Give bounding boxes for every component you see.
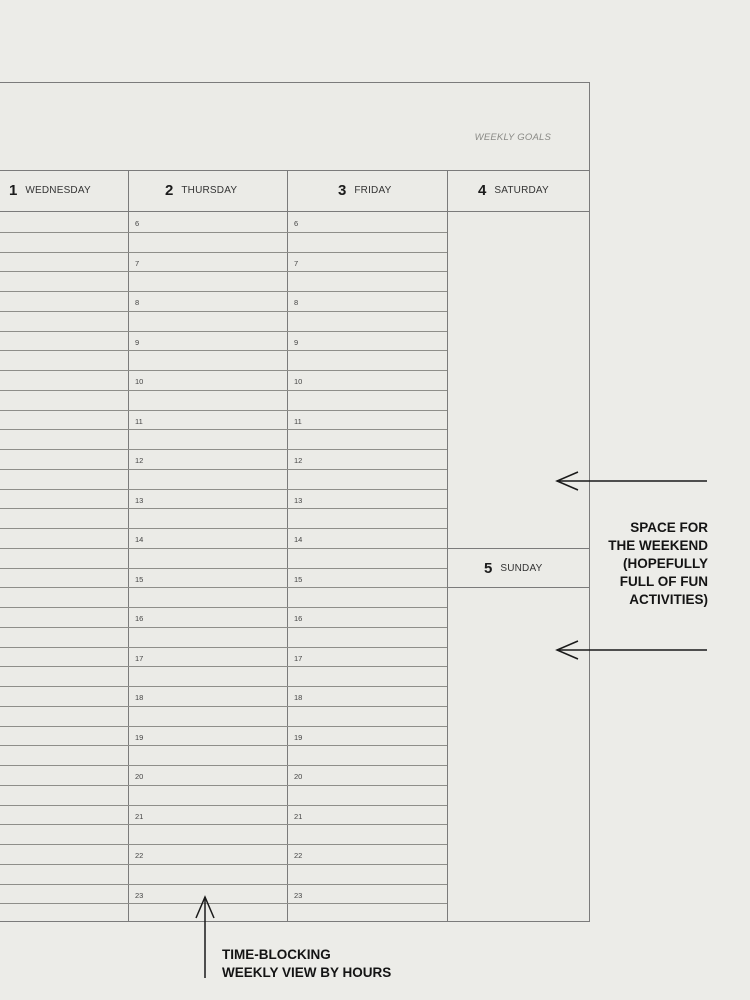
day-number: 3	[338, 182, 347, 199]
timeblock-annotation	[222, 946, 391, 982]
hour-label: 8	[294, 298, 299, 307]
day-number: 4	[478, 182, 487, 199]
annotation-line: (HOPEFULLY	[622, 556, 708, 571]
weekend-annotation	[592, 519, 708, 609]
hour-label: 15	[294, 575, 303, 584]
hour-label: 18	[294, 693, 303, 702]
day-name: FRIDAY	[354, 185, 392, 196]
hour-label: 21	[135, 812, 144, 821]
annotation-line: ACTIVITIES)	[629, 592, 708, 607]
hour-label: 6	[135, 219, 140, 228]
hour-label: 14	[135, 535, 144, 544]
hour-label: 14	[294, 535, 303, 544]
hour-label: 8	[135, 298, 140, 307]
day-name: THURSDAY	[181, 185, 238, 196]
hour-label: 23	[135, 891, 144, 900]
hour-label: 13	[294, 496, 303, 505]
hour-label: 9	[135, 338, 140, 347]
hour-label: 21	[294, 812, 303, 821]
hour-label: 16	[135, 614, 144, 623]
day-number: 1	[9, 182, 18, 199]
annotation-line: TIME-BLOCKING	[222, 947, 331, 962]
hour-label: 7	[294, 259, 299, 268]
hour-label: 16	[294, 614, 303, 623]
hour-label: 22	[135, 851, 144, 860]
hour-label: 12	[294, 456, 303, 465]
arrow-left-icon	[557, 472, 707, 490]
day-number: 5	[484, 559, 493, 577]
hour-label: 23	[294, 891, 303, 900]
hour-label: 18	[135, 693, 144, 702]
annotation-line: THE WEEKEND	[608, 538, 708, 553]
hour-label: 15	[135, 575, 144, 584]
hour-label: 20	[294, 772, 303, 781]
weekly-goals-label: WEEKLY GOALS	[474, 132, 551, 143]
annotation-line: SPACE FOR	[630, 520, 708, 535]
hour-label: 11	[294, 417, 302, 426]
hour-label: 17	[294, 654, 303, 663]
hour-label: 19	[294, 733, 303, 742]
hour-label: 9	[294, 338, 299, 347]
hour-label: 7	[135, 259, 140, 268]
annotation-line: FULL OF FUN	[619, 574, 708, 589]
arrow-left-icon	[557, 641, 707, 659]
hour-label: 19	[135, 733, 144, 742]
hour-label: 13	[135, 496, 144, 505]
hour-label: 20	[135, 772, 144, 781]
hour-label: 22	[294, 851, 303, 860]
hour-label: 11	[135, 417, 143, 426]
hour-label: 17	[135, 654, 144, 663]
day-name: SUNDAY	[500, 562, 543, 574]
hour-label: 12	[135, 456, 144, 465]
hour-label: 6	[294, 219, 299, 228]
hour-label: 10	[135, 377, 144, 386]
day-number: 2	[165, 182, 174, 199]
day-name: WEDNESDAY	[25, 185, 91, 196]
hour-label: 10	[294, 377, 303, 386]
arrow-up-icon	[196, 897, 214, 978]
day-name: SATURDAY	[494, 185, 549, 196]
annotation-line: WEEKLY VIEW BY HOURS	[222, 965, 392, 980]
